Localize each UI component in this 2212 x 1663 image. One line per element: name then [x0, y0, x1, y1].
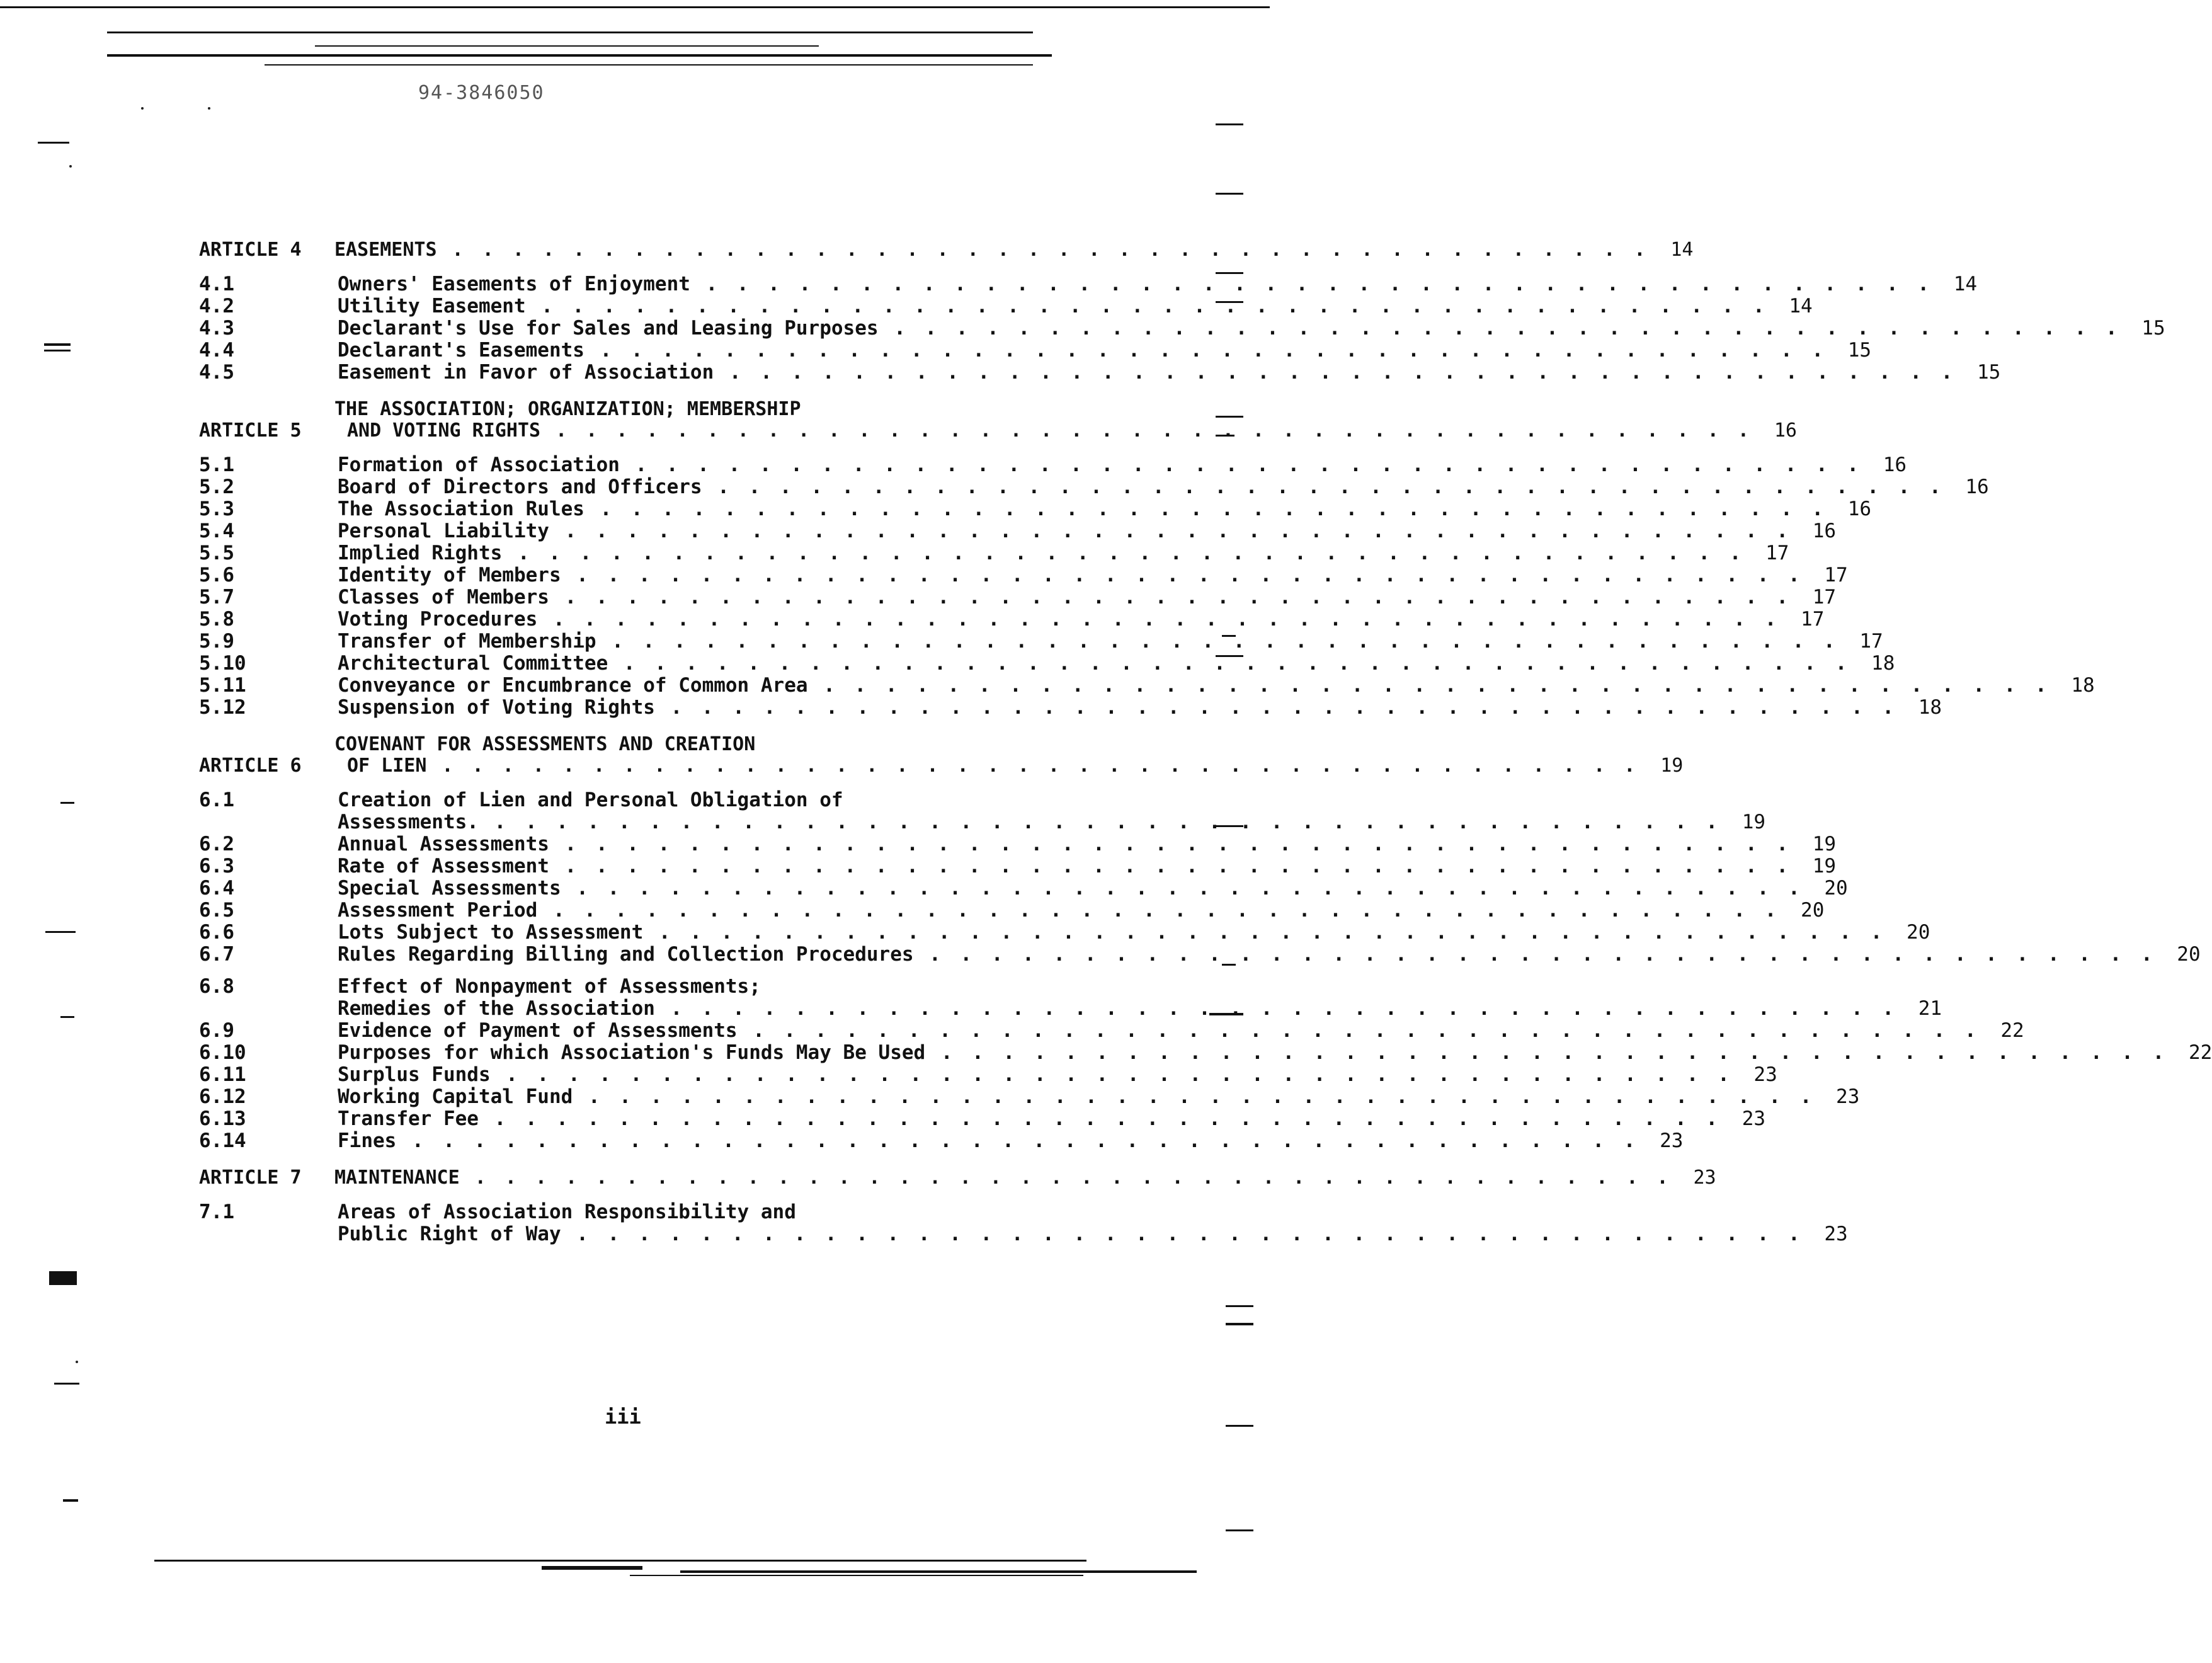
leader-dots: . . . . . . . . . . . . . . . . . . . . . . . . . . . . . . . . . . . . . . . . [537, 608, 1781, 631]
section-page-number: 18 [2071, 674, 2095, 697]
section-page-number: 15 [1847, 339, 1872, 362]
section-title-line: Rate of Assessment [338, 855, 549, 877]
leader-dots: . . . . . . . . . . . . . . . . . . . . . . . . . . . . . . . . . . . . . . . . [619, 454, 1863, 476]
leader-dots: . . . . . . . . . . . . . . . . . . . . . . . . . . . . . . . . . . . . . . . . [702, 476, 1945, 498]
section-number: 5.1 [199, 454, 234, 476]
section-title-line: Surplus Funds [338, 1063, 491, 1086]
section-page-number: 17 [1824, 564, 1848, 586]
section-entry [199, 542, 1789, 564]
section-title-line: Evidence of Payment of Assessments [338, 1019, 738, 1042]
scan-rule [107, 31, 1033, 33]
section-entry [199, 454, 1907, 476]
section-number: 6.6 [199, 921, 234, 944]
section-title [338, 789, 1721, 833]
section-list [199, 273, 2165, 384]
section-title [338, 900, 1780, 922]
section-number: 5.2 [199, 476, 234, 498]
section-title-line: Assessments. [338, 811, 479, 833]
section-title-line: Transfer of Membership [338, 630, 596, 653]
leader-dots: . . . . . . . . . . . . . . . . . . . . . . . . . . . . . . . . . . . . . . . . [654, 997, 1898, 1020]
section-title-line: Suspension of Voting Rights [338, 696, 655, 719]
article-page-number: 23 [1693, 1167, 1716, 1189]
section-entry [199, 608, 1825, 631]
section-entry [199, 1041, 2212, 1064]
article-number: ARTICLE 7 [199, 1167, 302, 1189]
section-entry [199, 833, 1837, 855]
leader-dots: . . . . . . . . . . . . . . . . . . . . . . . . . . . . . . . . . . . . . . . . [654, 696, 1898, 719]
section-entry [199, 295, 1813, 317]
section-page-number: 17 [1801, 608, 1825, 631]
margin-mark [1226, 1529, 1253, 1531]
section-number: 4.5 [199, 361, 234, 384]
section-number: 6.4 [199, 877, 234, 900]
section-page-number: 19 [1742, 811, 1766, 833]
section-title-line: Transfer Fee [338, 1107, 479, 1130]
section-title-line: Identity of Members [338, 564, 561, 586]
leader-dots: . . . . . . . . . . . . . . . . . . . . . . . . . . . . . . . . . . . . . . . . [561, 877, 1804, 900]
section-title-line: Lots Subject to Assessment [338, 921, 644, 944]
section-list [199, 454, 2095, 719]
leader-dots: . . . . . . . . . . . . . . . . . . . . . . . . . . . . . . . . . . . . . . . . [459, 1167, 1672, 1189]
leader-dots: . . . . . . . . . . . . . . . . . . . . . . . . . . . . . . . . . . . . . . . . [478, 811, 1722, 833]
margin-mark [54, 1383, 79, 1385]
section-title-line: Purposes for which Association's Funds May Be Used [338, 1041, 926, 1064]
section-entry [199, 630, 1883, 653]
section-number: 5.11 [199, 674, 246, 697]
section-title-line: Easement in Favor of Association [338, 361, 714, 384]
section-page-number: 23 [1836, 1085, 1860, 1108]
section-title [338, 1201, 1804, 1245]
section-number: 6.14 [199, 1129, 246, 1152]
section-entry [199, 1107, 1766, 1130]
leader-dots: . . . . . . . . . . . . . . . . . . . . . . . . . . . . . . . . . . . . . . . . [596, 630, 1839, 653]
section-entry [199, 586, 1837, 609]
margin-mark [60, 1016, 74, 1018]
section-entry [199, 1085, 1860, 1108]
section-entry [199, 899, 1825, 922]
section-title-line: Formation of Association [338, 454, 620, 476]
section-entry [199, 273, 1978, 295]
section-number: 6.10 [199, 1041, 246, 1064]
section-title-line: Personal Liability [338, 520, 549, 542]
leader-dots: . . . . . . . . . . . . . . . . . . . . . . . . . . . . . . . . . . . . . . . . [925, 1041, 2169, 1064]
margin-mark [1226, 1425, 1253, 1427]
top-border-rule [0, 6, 1270, 8]
section-page-number: 20 [1801, 899, 1825, 922]
section-title-line: Classes of Members [338, 586, 549, 609]
section-title-line: Working Capital Fund [338, 1085, 573, 1108]
leader-dots: . . . . . . . . . . . . . . . . . . . . . . . . . . . . . . . . . . . . . . . . [502, 542, 1745, 564]
section-entry [199, 317, 2165, 340]
section-page-number: 16 [1965, 476, 1989, 498]
section-page-number: 23 [1660, 1129, 1684, 1152]
section-page-number: 22 [2188, 1041, 2212, 1064]
page-number: iii [605, 1405, 641, 1429]
section-number: 6.8 [199, 975, 234, 998]
section-title-line: Board of Directors and Officers [338, 476, 702, 498]
section-title-line: The Association Rules [338, 498, 584, 520]
section-number: 6.12 [199, 1085, 246, 1108]
leader-dots: . . . . . . . . . . . . . . . . . . . . . . . . . . . . . . . . . . . . . . . . [690, 273, 1934, 295]
section-title-line: Rules Regarding Billing and Collection Procedures [338, 943, 914, 966]
section-number: 4.3 [199, 317, 234, 340]
section-title-line: Annual Assessments [338, 833, 549, 855]
section-list [199, 1201, 1848, 1245]
article-page-number: 16 [1774, 420, 1797, 442]
leader-dots: . . . . . . . . . . . . . . . . . . . . . . . . . . . . . . . . . . . . . . . . [807, 674, 2051, 697]
leader-dots: . . . . . . . . . . . . . . . . . . . . . . . . . . . . . . . . . . . . . . . . [549, 586, 1793, 609]
section-title [338, 1108, 1721, 1130]
section-title [338, 922, 1886, 944]
section-title [338, 564, 1804, 586]
section-entry [199, 975, 1942, 1020]
scan-rule [680, 1570, 1197, 1573]
section-page-number: 23 [1753, 1063, 1777, 1086]
section-entry [199, 789, 1766, 833]
margin-mark [1226, 1323, 1253, 1325]
section-entry [199, 696, 1942, 719]
section-number: 5.3 [199, 498, 234, 520]
leader-dots: . . . . . . . . . . . . . . . . . . . . . . . . . . . . . . . . . . . . . . . . [396, 1129, 1639, 1152]
section-number: 5.5 [199, 542, 234, 564]
margin-mark [44, 343, 71, 346]
article-title-line: AND VOTING RIGHTS [347, 420, 541, 442]
section-page-number: 15 [2141, 317, 2165, 340]
section-number: 4.4 [199, 339, 234, 362]
section-number: 7.1 [199, 1201, 234, 1223]
article-heading [199, 398, 1797, 442]
section-page-number: 19 [1812, 855, 1837, 877]
section-title-line: Voting Procedures [338, 608, 538, 631]
stamp-number: 94-3846050 [418, 82, 545, 104]
section-title-line: Implied Rights [338, 542, 503, 564]
section-title [338, 944, 2157, 966]
section-page-number: 17 [1859, 630, 1883, 653]
scan-rule [107, 54, 1052, 57]
article-heading [199, 733, 1684, 777]
section-title [338, 586, 1792, 609]
section-page-number: 16 [1812, 520, 1837, 542]
scan-speck [141, 107, 144, 110]
section-number: 5.8 [199, 608, 234, 631]
section-title [338, 476, 1945, 498]
section-number: 5.9 [199, 630, 234, 653]
margin-mark [44, 350, 71, 351]
section-number: 6.13 [199, 1107, 246, 1130]
scan-rule [630, 1575, 1083, 1576]
section-entry [199, 1129, 1684, 1152]
leader-dots: . . . . . . . . . . . . . . . . . . . . . . . . . . . . . . . . . . . . . . . . [537, 899, 1781, 922]
leader-dots: . . . . . . . . . . . . . . . . . . . . . . . . . . . . . . . . . . . . . . . . [549, 833, 1793, 855]
section-title [338, 295, 1769, 317]
leader-dots: . . . . . . . . . . . . . . . . . . . . . . . . . . . . . . . . . . . . . . . . [913, 943, 2157, 966]
section-entry [199, 476, 1989, 498]
article-title [334, 399, 1753, 442]
section-title [338, 631, 1839, 653]
section-page-number: 17 [1812, 586, 1837, 609]
section-page-number: 15 [1977, 361, 2001, 384]
section-title [338, 317, 2121, 340]
section-entry [199, 877, 1848, 900]
scan-rule [154, 1560, 1086, 1562]
leader-dots: . . . . . . . . . . . . . . . . . . . . . . . . . . . . . . . . . . . . . . . . [525, 295, 1769, 317]
article-title [334, 734, 1639, 777]
section-title [338, 1064, 1733, 1086]
leader-dots: . . . . . . . . . . . . . . . . . . . . . . . . . . . . . . . . . . . . . . . . [643, 921, 1886, 944]
margin-mark [38, 142, 69, 144]
article-heading [199, 239, 1694, 261]
section-title-line: Remedies of the Association [338, 997, 655, 1020]
section-number: 5.4 [199, 520, 234, 542]
section-title-line: Assessment Period [338, 899, 538, 922]
section-title-line: Public Right of Way [338, 1223, 561, 1245]
scan-speck [76, 1361, 78, 1363]
section-entry [199, 1201, 1848, 1245]
section-title [338, 1020, 1980, 1042]
scan-speck [69, 165, 72, 168]
section-entry [199, 855, 1837, 877]
margin-mark [63, 1499, 78, 1502]
article-page-number: 14 [1670, 239, 1694, 261]
article-number: ARTICLE 4 [199, 239, 302, 261]
leader-dots: . . . . . . . . . . . . . . . . . . . . . . . . . . . . . . . . . . . . . . . . [608, 652, 1851, 675]
section-title-line: Declarant's Easements [338, 339, 584, 362]
section-entry [199, 652, 1895, 675]
leader-dots: . . . . . . . . . . . . . . . . . . . . . . . . . . . . . . . . . . . . . . . . [584, 498, 1828, 520]
section-entry [199, 674, 2095, 697]
section-title [338, 609, 1780, 631]
section-number: 5.12 [199, 696, 246, 719]
margin-mark [1226, 1305, 1253, 1307]
section-entry [199, 564, 1848, 586]
leader-dots: . . . . . . . . . . . . . . . . . . . . . . . . . . . . . . . . . . . . . . . . [561, 564, 1804, 586]
leader-dots: . . . . . . . . . . . . . . . . . . . . . . . . . . . . . . . . . . . . . . . . [573, 1085, 1816, 1108]
article-title-line: OF LIEN [347, 755, 427, 777]
section-number: 6.3 [199, 855, 234, 877]
section-entry [199, 498, 1872, 520]
section-page-number: 20 [1824, 877, 1848, 900]
leader-dots: . . . . . . . . . . . . . . . . . . . . . . . . . . . . . . . . . . . . . . . . [436, 239, 1650, 261]
section-title-line: Special Assessments [338, 877, 561, 900]
section-title [338, 273, 1933, 295]
article-title-line: MAINTENANCE [334, 1167, 460, 1189]
margin-mark [60, 802, 74, 804]
article-title-line: THE ASSOCIATION; ORGANIZATION; MEMBERSHIP [334, 398, 801, 420]
section-number: 6.11 [199, 1063, 246, 1086]
section-number: 6.5 [199, 899, 234, 922]
section-page-number: 23 [1824, 1223, 1848, 1245]
section-title [338, 520, 1792, 542]
section-page-number: 20 [2177, 943, 2201, 966]
margin-mark [1216, 193, 1243, 195]
section-entry [199, 361, 2001, 384]
section-title [338, 1130, 1639, 1152]
article-number: ARTICLE 6 [199, 755, 302, 777]
leader-dots: . . . . . . . . . . . . . . . . . . . . . . . . . . . . . . . . . . . . . . . . [561, 1223, 1804, 1245]
section-number: 5.6 [199, 564, 234, 586]
section-page-number: 16 [1883, 454, 1907, 476]
section-title-line: Fines [338, 1129, 397, 1152]
section-title [338, 542, 1745, 564]
article-title [334, 239, 1649, 261]
section-page-number: 23 [1742, 1107, 1766, 1130]
section-title [338, 653, 1850, 675]
section-page-number: 18 [1871, 652, 1895, 675]
section-page-number: 16 [1847, 498, 1872, 520]
section-number: 4.1 [199, 273, 234, 295]
margin-mark [1216, 123, 1243, 125]
section-entry [199, 1019, 2024, 1042]
article-number: ARTICLE 5 [199, 420, 302, 442]
section-title [338, 877, 1804, 900]
margin-mark [45, 931, 76, 933]
section-page-number: 22 [2000, 1019, 2024, 1042]
article-title-line: COVENANT FOR ASSESSMENTS AND CREATION [334, 733, 756, 755]
section-entry [199, 339, 1872, 362]
section-title [338, 340, 1827, 362]
section-number: 5.7 [199, 586, 234, 609]
section-title-line: Effect of Nonpayment of Assessments; [338, 975, 761, 998]
leader-dots: . . . . . . . . . . . . . . . . . . . . . . . . . . . . . . . . . . . . . . . . [737, 1019, 1980, 1042]
scan-rule [542, 1566, 642, 1570]
section-number: 6.1 [199, 789, 234, 811]
section-title-line: Owners' Easements of Enjoyment [338, 273, 690, 295]
section-title [338, 1042, 2168, 1064]
leader-dots: . . . . . . . . . . . . . . . . . . . . . . . . . . . . . . . . . . . . . . . . [490, 1063, 1733, 1086]
leader-dots: . . . . . . . . . . . . . . . . . . . . . . . . . . . . . . . . . . . . . . . . [426, 755, 1639, 777]
section-title-line: Declarant's Use for Sales and Leasing Purposes [338, 317, 879, 340]
section-title-line: Conveyance or Encumbrance of Common Area [338, 674, 808, 697]
section-page-number: 14 [1953, 273, 1978, 295]
section-title [338, 976, 1898, 1020]
section-title [338, 454, 1862, 476]
section-number: 6.7 [199, 943, 234, 966]
section-title-line: Areas of Association Responsibility and [338, 1201, 796, 1223]
section-page-number: 18 [1918, 696, 1942, 719]
section-page-number: 19 [1812, 833, 1837, 855]
section-list [199, 789, 2212, 1152]
section-title [338, 362, 1956, 384]
section-title [338, 498, 1827, 520]
leader-dots: . . . . . . . . . . . . . . . . . . . . . . . . . . . . . . . . . . . . . . . . [584, 339, 1828, 362]
leader-dots: . . . . . . . . . . . . . . . . . . . . . . . . . . . . . . . . . . . . . . . . [878, 317, 2121, 340]
section-number: 6.2 [199, 833, 234, 855]
section-title-line: Architectural Committee [338, 652, 608, 675]
margin-block [49, 1271, 77, 1285]
leader-dots: . . . . . . . . . . . . . . . . . . . . . . . . . . . . . . . . . . . . . . . . [714, 361, 1957, 384]
section-entry [199, 520, 1837, 542]
article-title-line: EASEMENTS [334, 239, 437, 261]
section-title-line: Creation of Lien and Personal Obligation of [338, 789, 843, 811]
section-number: 6.9 [199, 1019, 234, 1042]
section-title [338, 1086, 1815, 1108]
section-entry [199, 921, 1930, 944]
section-page-number: 20 [1907, 921, 1930, 944]
section-title [338, 675, 2051, 697]
leader-dots: . . . . . . . . . . . . . . . . . . . . . . . . . . . . . . . . . . . . . . . . [549, 855, 1793, 877]
section-title-line: Utility Easement [338, 295, 526, 317]
section-number: 5.10 [199, 652, 246, 675]
scan-speck [208, 107, 210, 110]
section-title [338, 697, 1898, 719]
table-of-contents [199, 239, 2212, 1260]
section-title [338, 833, 1792, 855]
article-heading [199, 1167, 1716, 1189]
leader-dots: . . . . . . . . . . . . . . . . . . . . . . . . . . . . . . . . . . . . . . . . [549, 520, 1793, 542]
scan-rule [265, 64, 1033, 66]
section-page-number: 21 [1918, 997, 1942, 1020]
section-page-number: 14 [1789, 295, 1813, 317]
section-entry [199, 1063, 1777, 1086]
section-entry [199, 943, 2201, 966]
section-page-number: 17 [1765, 542, 1789, 564]
article-page-number: 19 [1660, 755, 1684, 777]
section-title [338, 855, 1792, 877]
scan-rule [315, 45, 819, 47]
leader-dots: . . . . . . . . . . . . . . . . . . . . . . . . . . . . . . . . . . . . . . . . [540, 420, 1753, 442]
article-title [334, 1167, 1672, 1189]
leader-dots: . . . . . . . . . . . . . . . . . . . . . . . . . . . . . . . . . . . . . . . . [478, 1107, 1722, 1130]
section-number: 4.2 [199, 295, 234, 317]
